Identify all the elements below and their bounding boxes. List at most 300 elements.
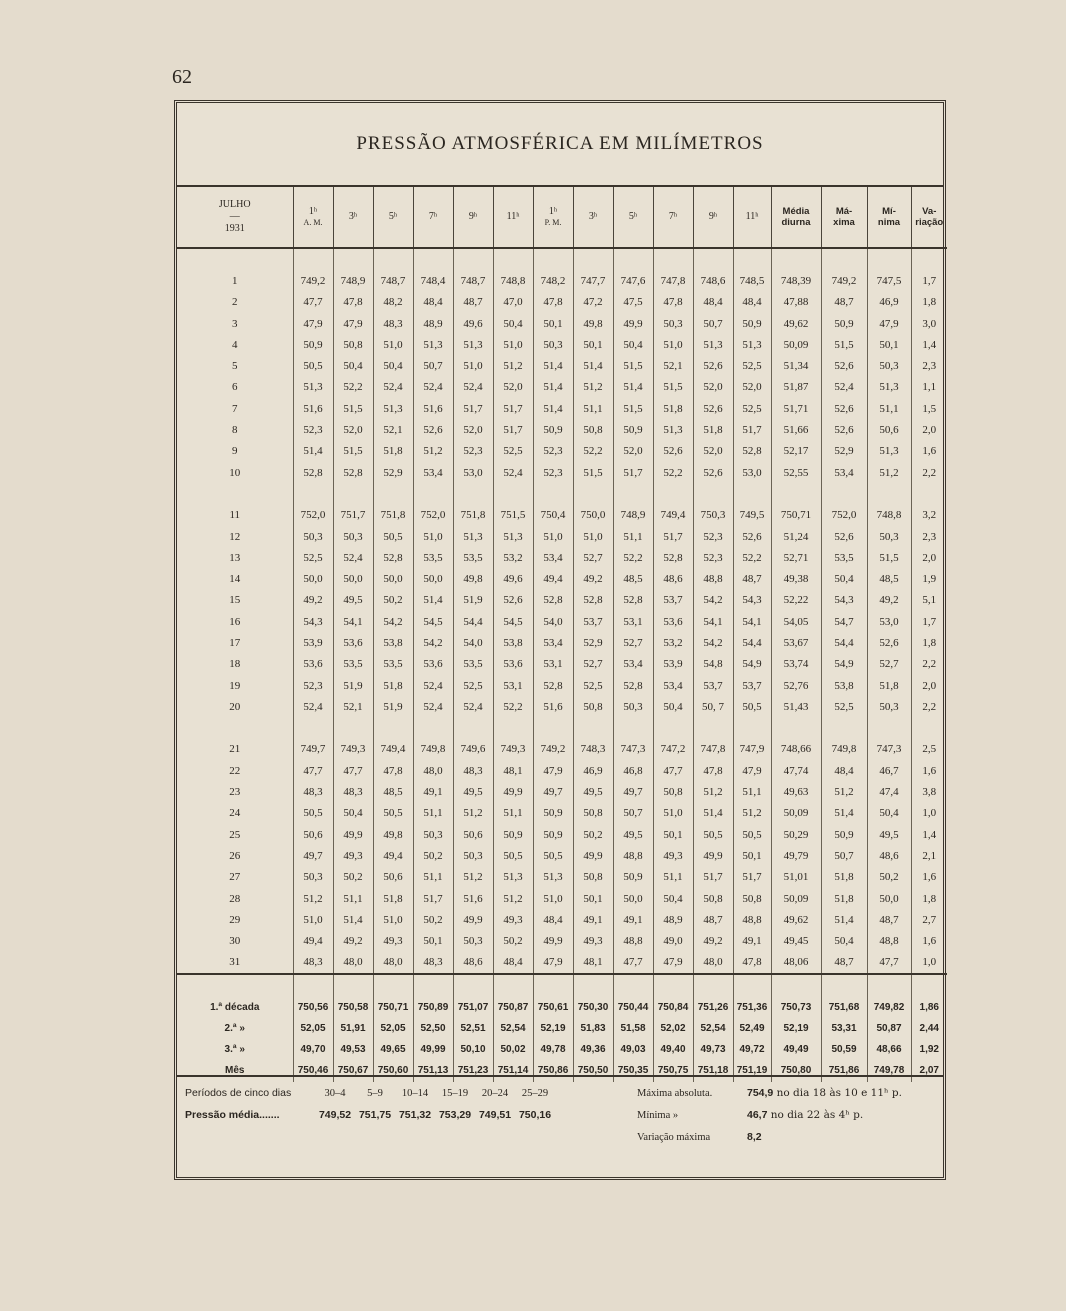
spacer-cell (911, 974, 947, 996)
table-cell: 51,3 (493, 867, 533, 888)
table-cell: 47,7 (867, 952, 911, 974)
table-cell: 48,4 (413, 292, 453, 313)
col-header (613, 187, 653, 248)
table-cell: 53,4 (653, 675, 693, 696)
col-top: 11ʰ (506, 211, 520, 222)
table-cell: 748,6 (693, 270, 733, 291)
table-cell: 1,9 (911, 568, 947, 589)
table-cell: 51,4 (821, 909, 867, 930)
table-cell: 48,0 (413, 760, 453, 781)
table-cell: 50,5 (293, 355, 333, 376)
table-cell: 53,4 (613, 654, 653, 675)
table-cell: 51,7 (733, 867, 771, 888)
table-cell: 54,2 (693, 590, 733, 611)
minima-sub: nima (877, 217, 901, 228)
table-cell: 54,9 (821, 654, 867, 675)
col-top: 1ʰ (548, 206, 558, 218)
table-cell: 3,0 (911, 313, 947, 334)
table-cell: 52,51 (453, 1018, 493, 1039)
table-cell: 1,5 (911, 398, 947, 419)
table-cell: 51,6 (533, 696, 573, 717)
table-cell: 48,4 (733, 292, 771, 313)
table-cell: 50,3 (333, 526, 373, 547)
table-cell: 52,1 (653, 355, 693, 376)
table-cell: 52,05 (373, 1018, 413, 1039)
table-cell: 51,4 (533, 377, 573, 398)
table-cell: 49,9 (333, 824, 373, 845)
table-cell: 49,4 (533, 568, 573, 589)
spacer-cell (177, 248, 293, 270)
row-label: 23 (229, 786, 241, 799)
table-cell: 49,9 (453, 909, 493, 930)
table-cell: 52,8 (573, 590, 613, 611)
table-cell: 48,9 (413, 313, 453, 334)
row-label: 22 (229, 764, 241, 777)
table-cell: 47,8 (533, 292, 573, 313)
table-cell: 50,1 (867, 334, 911, 355)
table-cell: 1,7 (911, 270, 947, 291)
table-cell: 52,5 (493, 441, 533, 462)
table-cell: 47,9 (533, 952, 573, 974)
table-cell: 52,9 (821, 441, 867, 462)
table-cell: 50,5 (693, 824, 733, 845)
table-cell: 51,5 (613, 355, 653, 376)
table-cell: 49,5 (613, 824, 653, 845)
table-cell: 52,5 (733, 355, 771, 376)
table-cell: 48,6 (453, 952, 493, 974)
table-cell: 50,4 (373, 355, 413, 376)
table-cell: 751,8 (453, 505, 493, 526)
table-cell: 47,7 (293, 292, 333, 313)
table-cell: 50,3 (867, 696, 911, 717)
table-cell: 51,0 (373, 909, 413, 930)
table-cell: 54,2 (693, 632, 733, 653)
row-label: 18 (229, 658, 241, 671)
month-label: JULHO (218, 199, 251, 210)
table-cell: 53,2 (653, 632, 693, 653)
table-cell: 49,8 (573, 313, 613, 334)
table-cell: 749,4 (373, 739, 413, 760)
spacer-cell (533, 974, 573, 996)
table-cell: 48,3 (293, 781, 333, 802)
table-cell: 50,2 (333, 867, 373, 888)
table-row (177, 270, 947, 291)
col-header (293, 187, 333, 248)
table-cell: 51,5 (653, 377, 693, 398)
table-cell: 51,2 (821, 781, 867, 802)
variacao-label: Variação máxima (637, 1132, 711, 1143)
table-cell: 1,6 (911, 760, 947, 781)
table-cell: 47,7 (613, 952, 653, 974)
table-row (177, 547, 947, 568)
spacer-cell (533, 248, 573, 270)
table-cell: 51,8 (867, 675, 911, 696)
table-cell: 49,72 (733, 1039, 771, 1060)
table-cell: 54,5 (413, 611, 453, 632)
table-cell: 51,0 (533, 888, 573, 909)
table-cell: 51,0 (653, 334, 693, 355)
table-cell: 53,4 (533, 632, 573, 653)
table-cell: 46,9 (573, 760, 613, 781)
table-cell: 52,4 (493, 462, 533, 483)
table-cell: 52,76 (771, 675, 821, 696)
table-cell: 750,86 (533, 1060, 573, 1081)
table-cell: 51,2 (453, 803, 493, 824)
table-cell: 49,3 (493, 909, 533, 930)
pressao-row (185, 1109, 625, 1131)
table-cell: 52,8 (733, 441, 771, 462)
table-row (177, 611, 947, 632)
table-cell: 49,65 (373, 1039, 413, 1060)
col-top: 3ʰ (588, 211, 598, 222)
col-top: 1ʰ (308, 206, 318, 218)
table-cell: 49,1 (573, 909, 613, 930)
table-cell: 52,4 (453, 696, 493, 717)
table-cell: 52,8 (373, 547, 413, 568)
table-cell: 51,2 (867, 462, 911, 483)
col-sub: A. M. (303, 218, 323, 228)
table-cell: 50,87 (867, 1018, 911, 1039)
table-cell: 747,3 (867, 739, 911, 760)
table-cell: 51,5 (613, 398, 653, 419)
table-cell: 50,5 (733, 696, 771, 717)
footer-left (185, 1087, 625, 1131)
table-cell: 48,7 (821, 292, 867, 313)
table-cell: 51,9 (453, 590, 493, 611)
table-cell: 51,3 (733, 334, 771, 355)
table-cell: 50,2 (413, 909, 453, 930)
table-cell: 750,89 (413, 996, 453, 1017)
table-cell: 52,54 (493, 1018, 533, 1039)
table-cell: 50,6 (293, 824, 333, 845)
table-row (177, 675, 947, 696)
table-cell: 50,0 (333, 568, 373, 589)
table-cell: 52,05 (293, 1018, 333, 1039)
spacer-cell (493, 974, 533, 996)
table-cell: 52,0 (493, 377, 533, 398)
row-label: 31 (229, 956, 241, 969)
spacer-cell (653, 483, 693, 504)
table-cell: 50,5 (373, 526, 413, 547)
table-cell: 49,62 (771, 313, 821, 334)
table-cell: 750,58 (333, 996, 373, 1017)
table-cell: 47,74 (771, 760, 821, 781)
table-cell: 52,8 (333, 462, 373, 483)
table-cell: 51,2 (413, 441, 453, 462)
spacer-cell (177, 974, 293, 996)
table-cell: 49,40 (653, 1039, 693, 1060)
table-cell: 48,8 (613, 931, 653, 952)
table-cell: 51,8 (373, 441, 413, 462)
spacer-cell (533, 483, 573, 504)
spacer-cell (653, 718, 693, 739)
table-cell: 51,1 (493, 803, 533, 824)
table-cell: 53,5 (373, 654, 413, 675)
spacer-cell (733, 974, 771, 996)
table-cell: 747,6 (613, 270, 653, 291)
table-cell: 51,8 (693, 419, 733, 440)
spacer-cell (453, 248, 493, 270)
table-row (177, 441, 947, 462)
table-cell: 53,5 (821, 547, 867, 568)
table-cell: 49,4 (373, 845, 413, 866)
spacer-cell (177, 718, 293, 739)
table-cell: 49,1 (413, 781, 453, 802)
table-cell: 49,3 (373, 931, 413, 952)
table-cell: 50,4 (653, 696, 693, 717)
table-cell: 52,6 (821, 355, 867, 376)
table-cell: 50,4 (821, 931, 867, 952)
table-cell: 53,1 (493, 675, 533, 696)
pressao-label: Pressão média....... (185, 1109, 280, 1121)
table-cell: 51,3 (867, 377, 911, 398)
table-cell: 51,0 (373, 334, 413, 355)
table-cell: 47,5 (613, 292, 653, 313)
table-cell: 50,1 (733, 845, 771, 866)
table-cell: 53,6 (653, 611, 693, 632)
table-cell: 50,0 (373, 568, 413, 589)
table-cell: 748,9 (333, 270, 373, 291)
table-row (177, 377, 947, 398)
table-cell: 54,9 (733, 654, 771, 675)
table-cell: 54,2 (413, 632, 453, 653)
maxima-top: Má- (835, 205, 853, 217)
table-cell: 51,7 (613, 462, 653, 483)
table-cell: 53,7 (573, 611, 613, 632)
table-row (177, 568, 947, 589)
section-divider (177, 974, 947, 996)
table-cell: 749,2 (533, 739, 573, 760)
table-cell: 53,7 (733, 675, 771, 696)
table-cell: 52,3 (533, 462, 573, 483)
table-cell: 50,9 (493, 824, 533, 845)
table-cell: 2,2 (911, 654, 947, 675)
spacer-cell (821, 718, 867, 739)
table-cell: 748,5 (733, 270, 771, 291)
table-cell: 749,78 (867, 1060, 911, 1081)
table-cell: 53,6 (293, 654, 333, 675)
table-cell: 48,8 (733, 909, 771, 930)
table-cell: 751,5 (493, 505, 533, 526)
table-cell: 52,49 (733, 1018, 771, 1039)
table-cell: 49,5 (333, 590, 373, 611)
table-cell: 750,61 (533, 996, 573, 1017)
table-cell: 49,6 (453, 313, 493, 334)
table-cell: 49,38 (771, 568, 821, 589)
table-cell: 50,02 (493, 1039, 533, 1060)
table-cell: 53,9 (293, 632, 333, 653)
row-label: 25 (229, 828, 241, 841)
table-cell: 49,3 (573, 931, 613, 952)
media-top: Média (782, 205, 810, 217)
maxima-note: no dia 18 às 10 e 11ʰ p. (776, 1087, 902, 1099)
table-cell: 51,1 (653, 867, 693, 888)
table-cell: 50,1 (533, 313, 573, 334)
table-cell: 54,4 (821, 632, 867, 653)
month-header (177, 187, 293, 248)
table-cell: 51,58 (613, 1018, 653, 1039)
row-label: 2.ª » (224, 1022, 245, 1034)
table-cell: 747,2 (653, 739, 693, 760)
table-cell: 52,7 (867, 654, 911, 675)
table-cell: 51,8 (821, 888, 867, 909)
table-cell: 47,4 (867, 781, 911, 802)
table-cell: 750,71 (373, 996, 413, 1017)
spacer-cell (733, 248, 771, 270)
table-cell: 52,55 (771, 462, 821, 483)
table-cell: 50,10 (453, 1039, 493, 1060)
table-cell: 50,8 (573, 419, 613, 440)
table-cell: 51,3 (493, 526, 533, 547)
table-cell: 748,66 (771, 739, 821, 760)
table-cell: 51,0 (653, 803, 693, 824)
spacer-cell (821, 974, 867, 996)
table-cell: 54,1 (333, 611, 373, 632)
table-cell: 52,4 (293, 696, 333, 717)
table-cell: 52,2 (573, 441, 613, 462)
table-cell: 50,8 (653, 781, 693, 802)
col-top: 7ʰ (668, 211, 678, 222)
table-row (177, 419, 947, 440)
month-row (177, 1060, 947, 1081)
spacer-cell (493, 248, 533, 270)
row-label: 8 (232, 424, 238, 437)
variacao-row (637, 1131, 937, 1153)
spacer-cell (653, 248, 693, 270)
row-label: 21 (229, 743, 241, 756)
table-cell: 749,82 (867, 996, 911, 1017)
table-cell: 52,8 (613, 675, 653, 696)
table-cell: 48,8 (867, 931, 911, 952)
row-label: 29 (229, 913, 241, 926)
table-cell: 53,8 (493, 632, 533, 653)
spacer-cell (867, 718, 911, 739)
spacer-cell (653, 974, 693, 996)
col-top: 3ʰ (348, 211, 358, 222)
table-cell: 49,8 (373, 824, 413, 845)
table-cell: 51,5 (821, 334, 867, 355)
variacao-header (911, 187, 947, 248)
table-cell: 51,2 (573, 377, 613, 398)
pressao-value: 751,32 (398, 1109, 432, 1121)
table-cell: 750,87 (493, 996, 533, 1017)
table-cell: 750,30 (573, 996, 613, 1017)
table-cell: 50,4 (493, 313, 533, 334)
table-cell: 52,9 (573, 632, 613, 653)
spacer-cell (693, 483, 733, 504)
table-cell: 51,3 (293, 377, 333, 398)
row-label: 26 (229, 849, 241, 862)
spacer-cell (413, 248, 453, 270)
table-cell: 49,7 (533, 781, 573, 802)
col-header (493, 187, 533, 248)
table-cell: 51,7 (413, 888, 453, 909)
table-cell: 50,3 (293, 867, 333, 888)
decade-row (177, 1018, 947, 1039)
table-cell: 53,6 (493, 654, 533, 675)
table-cell: 53,0 (453, 462, 493, 483)
table-cell: 52,9 (373, 462, 413, 483)
table-cell: 48,9 (653, 909, 693, 930)
table-cell: 51,5 (333, 441, 373, 462)
table-cell: 750,3 (693, 505, 733, 526)
table-cell: 51,7 (693, 867, 733, 888)
periodo: 10–14 (401, 1088, 429, 1099)
table-cell: 52,6 (693, 398, 733, 419)
spacer-cell (413, 718, 453, 739)
table-cell: 51,7 (453, 398, 493, 419)
table-cell: 52,0 (733, 377, 771, 398)
table-cell: 751,18 (693, 1060, 733, 1081)
table-cell: 49,78 (533, 1039, 573, 1060)
table-cell: 51,7 (653, 526, 693, 547)
table-cell: 752,0 (821, 505, 867, 526)
table-cell: 51,7 (493, 419, 533, 440)
decade-row (177, 996, 947, 1017)
table-cell: 51,0 (533, 526, 573, 547)
table-cell: 49,63 (771, 781, 821, 802)
table-cell: 748,39 (771, 270, 821, 291)
table-cell: 52,6 (693, 355, 733, 376)
table-cell: 50,8 (573, 803, 613, 824)
table-cell: 1,4 (911, 334, 947, 355)
spacer-cell (493, 718, 533, 739)
spacer-cell (693, 718, 733, 739)
table-cell: 50,7 (693, 313, 733, 334)
table-cell: 51,4 (693, 803, 733, 824)
table-cell: 52,1 (373, 419, 413, 440)
row-label: 1 (232, 274, 238, 287)
table-cell: 47,8 (653, 292, 693, 313)
table-cell: 51,4 (573, 355, 613, 376)
table-cell: 750,75 (653, 1060, 693, 1081)
table-cell: 47,8 (733, 952, 771, 974)
table-cell: 52,1 (333, 696, 373, 717)
spacer-cell (453, 718, 493, 739)
row-label: 20 (229, 700, 241, 713)
table-cell: 51,1 (867, 398, 911, 419)
spacer-cell (911, 483, 947, 504)
table-cell: 749,2 (293, 270, 333, 291)
table-cell: 750,0 (573, 505, 613, 526)
table-cell: 49,5 (573, 781, 613, 802)
pressao-value: 753,29 (438, 1109, 472, 1121)
row-label: 15 (229, 594, 241, 607)
table-cell: 50,09 (771, 334, 821, 355)
maxima-label: Máxima absoluta. (637, 1088, 713, 1099)
table-cell: 53,7 (653, 590, 693, 611)
table-cell: 53,8 (821, 675, 867, 696)
spacer-cell (613, 718, 653, 739)
table-cell: 2,7 (911, 909, 947, 930)
spacer-cell (533, 718, 573, 739)
table-cell: 748,8 (867, 505, 911, 526)
table-cell: 49,70 (293, 1039, 333, 1060)
table-cell: 48,3 (373, 313, 413, 334)
table-cell: 50,9 (613, 419, 653, 440)
table-cell: 51,6 (413, 398, 453, 419)
table-cell: 52,3 (453, 441, 493, 462)
table-cell: 751,68 (821, 996, 867, 1017)
table-cell: 48,8 (613, 845, 653, 866)
table-cell: 54,0 (453, 632, 493, 653)
table-cell: 52,8 (533, 675, 573, 696)
table-cell: 52,6 (821, 526, 867, 547)
table-cell: 50,2 (373, 590, 413, 611)
table-row (177, 824, 947, 845)
table-cell: 47,9 (333, 313, 373, 334)
spacer-cell (867, 974, 911, 996)
